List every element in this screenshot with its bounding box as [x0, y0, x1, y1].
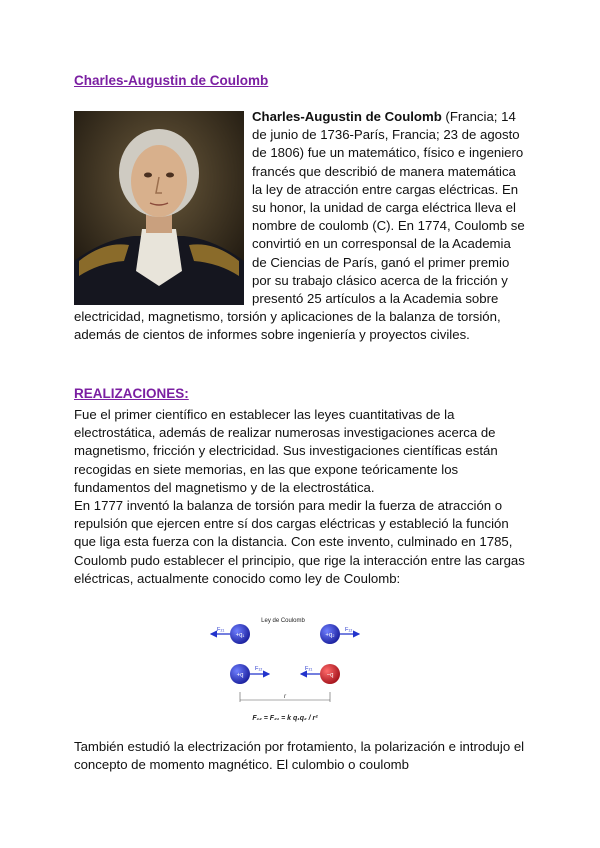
force-top-right-label: F₁₂	[345, 627, 353, 633]
coulomb-formula: F₁₂ = F₂₁ = k q₁q₂ / r²	[252, 715, 318, 722]
charge-bottom-right-label: −q	[326, 672, 334, 679]
document-title: Charles-Augustin de Coulomb	[74, 73, 269, 88]
diagram-caption: Ley de Coulomb	[261, 618, 305, 624]
biography-paragraph	[74, 108, 529, 345]
realizaciones-paragraph-2: En 1777 inventó la balanza de torsión para medir la fuerza de atracción o repulsión que ejercen entre sí dos cargas eléctricas y estableció la función que liga esta fuerza con la distancia. Con este invento, culminado en 1785, Coulomb pudo establecer el principio, que rige la interacción entre las cargas eléctricas, actualmente conocido como ley de Coulomb:	[74, 498, 525, 586]
coulomb-law-diagram	[205, 612, 365, 732]
force-top-left-label: F₂₁	[217, 627, 225, 633]
charge-top-left-label: +q₁	[235, 632, 245, 639]
distance-label: r	[284, 694, 286, 700]
force-bottom-left-label: F₁₂	[255, 666, 263, 672]
realizaciones-heading: REALIZACIONES:	[74, 386, 189, 401]
charge-bottom-left-label: +q	[236, 672, 244, 679]
charge-top-right-label: +q₂	[325, 632, 335, 639]
bio-name: Charles-Augustin de Coulomb	[252, 109, 442, 124]
bio-text: (Francia; 14 de junio de 1736-París, Francia; 23 de agosto de 1806) fue un matemático, físico e ingeniero francés que describió de manera matemática la ley de atracción entre cargas eléctricas. En su honor, la unidad de carga eléctrica lleva el nombre de coulomb (C). En 1774, Coulomb se convirtió en un corresponsal de la Academia de Ciencias de París, ganó el primer premio por su trabajo clásico acerca de la fricción y presentó 25 artículos a la Academia sobre electricidad, magnetismo, torsión y aplicaciones de la balanza de torsión, además de cientos de informes sobre ingeniería y proyectos civiles.	[74, 109, 525, 343]
force-bottom-right-label: F₂₁	[305, 666, 313, 672]
realizaciones-paragraph-3: También estudió la electrización por frotamiento, la polarización e introdujo el concepto de momento magnético. El culombio o coulomb	[74, 739, 525, 773]
realizaciones-paragraph-1: Fue el primer científico en establecer las leyes cuantitativas de la electrostática, además de realizar numerosas investigaciones acerca de magnetismo, fricción y electricidad. Sus investigaciones científicas están recogidas en siete memorias, en las que expone teóricamente los fundamentos del magnetismo y de la electrostática.	[74, 407, 498, 495]
